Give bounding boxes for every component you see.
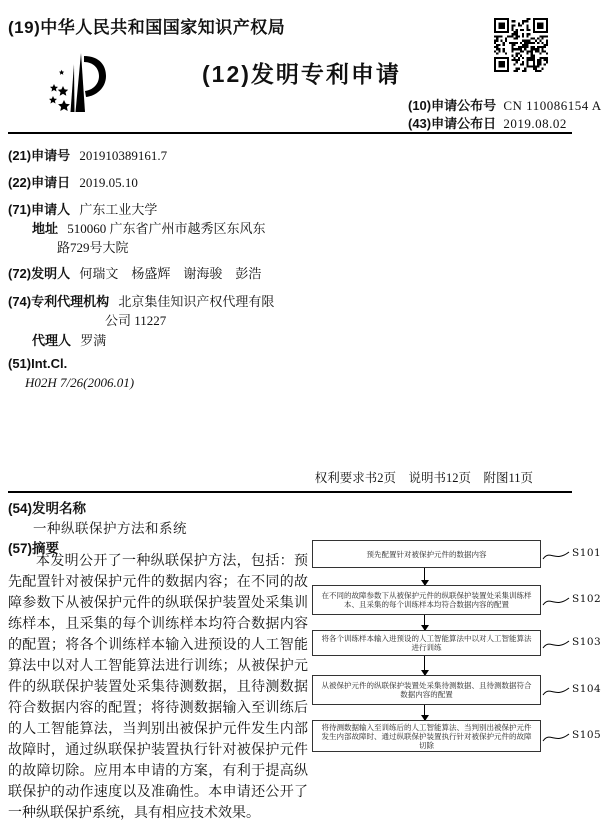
flowchart-step-3-text: 将各个训练样本输入进预设的人工智能算法中以对人工智能算法进行训练 (321, 634, 532, 652)
flowchart-arrow-3 (424, 656, 425, 675)
inventor-label: (72)发明人 (8, 266, 71, 281)
flowchart-step-2-label: S102 (572, 593, 602, 605)
pages-summary: 权利要求书2页 说明书12页 附图11页 (314, 471, 533, 485)
flowchart-step-4-text: 从被保护元件的纵联保护装置处采集待测数据、且待测数据符合数据内容的配置 (321, 681, 532, 699)
address-field-line2 (57, 237, 129, 256)
qr-code-icon (494, 17, 548, 73)
flowchart-step-2-text: 在不同的故障参数下从被保护元件的纵联保护装置处采集训练样本、且采集的每个训练样本均符合数据内容的配置 (321, 591, 532, 609)
application-number-value: 201910389161.7 (79, 148, 168, 163)
step-2-connector-squiggle (542, 592, 570, 608)
abstract-flowchart-figure (310, 534, 603, 779)
section-divider-rule (8, 491, 572, 493)
flowchart-step-2-box (312, 585, 541, 615)
invention-title-label: (54)发明名称 (8, 501, 87, 516)
flowchart-step-5-text: 将待测数据输入至训练后的人工智能算法、当判别出被保护元件发生内部故障时、通过纵联保护装置执行针对被保护元件的故障切除 (321, 722, 532, 750)
abstract-label: (57)摘要 (8, 541, 60, 556)
agency-line2: 公司 11227 (105, 313, 167, 328)
address-field (32, 218, 266, 237)
flowchart-step-3-box (312, 630, 541, 656)
address-line1: 510060 广东省广州市越秀区东风东 (67, 221, 266, 236)
flowchart-arrow-4 (424, 705, 425, 720)
publication-number-value: CN 110086154 A (503, 98, 602, 113)
agency-field (8, 291, 274, 310)
inventor-field (8, 263, 261, 282)
application-date-value: 2019.05.10 (79, 175, 138, 190)
flowchart-step-1-text: 预先配置针对被保护元件的数据内容 (366, 549, 487, 559)
application-number-field (8, 145, 167, 164)
publication-date-line (408, 113, 567, 132)
address-label: 地址 (32, 221, 59, 236)
applicant-label: (71)申请人 (8, 202, 71, 217)
applicant-field (8, 199, 157, 218)
flowchart-step-4-label: S104 (572, 683, 602, 695)
flowchart-step-1-box (312, 540, 541, 568)
flowchart-arrow-1 (424, 568, 425, 585)
application-number-label: (21)申请号 (8, 148, 71, 163)
address-line2: 路729号大院 (57, 240, 129, 255)
patent-office-name: (19)中华人民共和国国家知识产权局 (8, 18, 286, 37)
publication-date-label: (43)申请公布日 (408, 116, 497, 131)
int-cl-label: (51)Int.Cl. (8, 356, 68, 371)
flowchart-step-5-box (312, 720, 541, 752)
agent-field (32, 330, 106, 349)
publication-number-label: (10)申请公布号 (408, 98, 497, 113)
abstract-text: 本发明公开了一种纵联保护方法，包括：预先配置针对被保护元件的数据内容；在不同的故障参数下从被保护元件的纵联保护装置处采集训练样本，且采集的每个训练样本均符合数据内容的配置；将各个训练样本输入进预设的人工智能算法中以对人工智能算法进行训练；从被保护元件的纵联保护装置处采集待测数据，且待测数据符合数据内容的配置；将待测数据输入至训练后的人工智能算法，当判别出被保护元件发生内部故障时，通过纵联保护装置执行针对被保护元件的故障切除。应用本申请的方案，有利于提高纵联保护的动作速度以及准确性。本申请还公开了一种纵联保护系统，具有相应技术效果。 (8, 554, 308, 821)
header-divider-rule (8, 132, 572, 134)
flowchart-step-3-label: S103 (572, 636, 602, 648)
agency-line1: 北京集佳知识产权代理有限 (118, 294, 275, 309)
agent-label: 代理人 (32, 333, 72, 348)
step-3-connector-squiggle (542, 635, 570, 651)
publication-date-value: 2019.08.02 (503, 116, 567, 131)
cnipa-logo-icon (44, 50, 118, 120)
invention-title: 一种纵联保护方法和系统 (33, 521, 187, 536)
agent-value: 罗满 (80, 333, 107, 348)
int-cl-value: H02H 7/26(2006.01) (25, 375, 135, 390)
agency-label: (74)专利代理机构 (8, 294, 110, 309)
flowchart-step-4-box (312, 675, 541, 705)
flowchart-step-1-label: S101 (572, 547, 602, 559)
flowchart-step-5-label: S105 (572, 729, 602, 741)
step-5-connector-squiggle (542, 728, 570, 744)
application-date-field (8, 172, 138, 191)
step-4-connector-squiggle (542, 682, 570, 698)
application-date-label: (22)申请日 (8, 175, 71, 190)
document-type-title: (12)发明专利申请 (202, 61, 401, 87)
step-1-connector-squiggle (542, 546, 570, 562)
publication-number-line (408, 95, 602, 114)
agency-field-line2 (105, 310, 166, 329)
int-cl-field (8, 356, 67, 372)
applicant-value: 广东工业大学 (79, 202, 158, 217)
inventor-value: 何瑞文 杨盛辉 谢海骏 彭浩 (79, 266, 262, 281)
int-cl-class-field (25, 375, 134, 391)
flowchart-arrow-2 (424, 615, 425, 630)
